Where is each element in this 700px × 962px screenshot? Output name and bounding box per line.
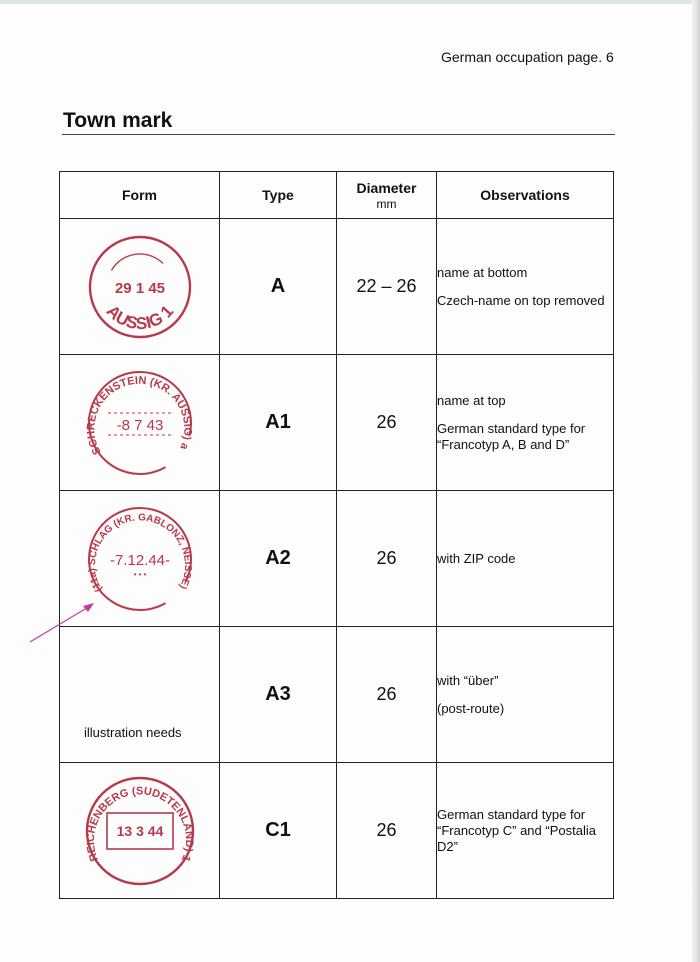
- form-cell: [60, 627, 220, 763]
- table-header-row: [60, 172, 614, 219]
- table-row: [60, 219, 614, 355]
- observation-text: German standard type for “Francotyp C” and “Postalia D2”: [437, 806, 596, 854]
- observation-text: German standard type for “Francotyp A, B and D”: [437, 420, 586, 452]
- pointer-arrow-icon: [28, 598, 98, 646]
- table-row: [60, 355, 614, 491]
- form-cell: [60, 219, 220, 355]
- illustration-needed-note: illustration needs: [84, 725, 182, 740]
- observations-cell: [437, 491, 614, 627]
- column-header-diameter: [337, 172, 437, 219]
- page-edge-shadow: [692, 0, 700, 962]
- diameter-cell: 26: [337, 355, 437, 491]
- stamp-date: 13 3 44: [116, 822, 163, 839]
- stamp-date: -7.12.44-: [109, 551, 170, 569]
- observation-text: name at top: [437, 392, 506, 408]
- postmark-stamp-icon: [84, 503, 196, 615]
- title-underline: [62, 134, 615, 135]
- stamp-dots: • • •: [133, 569, 146, 579]
- type-cell: A1: [220, 355, 337, 491]
- stamp-date: -8 7 43: [116, 416, 163, 434]
- page-title: Town mark: [63, 109, 173, 132]
- type-cell: A2: [220, 491, 337, 627]
- stamp-date: 29 1 45: [114, 279, 165, 297]
- page-edge: [0, 0, 700, 4]
- diameter-cell: 26: [337, 763, 437, 899]
- column-header-diameter-label: Diameter: [356, 179, 417, 196]
- page-header: German occupation page. 6: [441, 49, 614, 65]
- observation-text: name at bottom: [437, 264, 528, 280]
- town-mark-table: [59, 171, 614, 899]
- stamp-town-text: SCHRECKENSTEIN (KR. AUSSIG) a: [84, 374, 194, 457]
- observations-cell: [437, 355, 614, 491]
- postmark-stamp-icon: [82, 773, 198, 889]
- stamp-town-text: AUSSIG 1: [102, 300, 177, 333]
- observation-text: with ZIP code: [437, 550, 516, 566]
- postmark-stamp-icon: [84, 231, 196, 343]
- table-row: [60, 763, 614, 899]
- column-header-observations: Observations: [437, 172, 614, 219]
- diameter-cell: 26: [337, 491, 437, 627]
- observation-text: (post-route): [437, 700, 505, 716]
- table-row: [60, 491, 614, 627]
- column-header-type: Type: [220, 172, 337, 219]
- form-cell: [60, 763, 220, 899]
- stamp-town-text: REICHENBERG (SUDETENLAND) 1: [84, 784, 195, 863]
- type-cell: A: [220, 219, 337, 355]
- type-cell: C1: [220, 763, 337, 899]
- form-cell: [60, 355, 220, 491]
- diameter-cell: 26: [337, 627, 437, 763]
- column-header-diameter-unit: mm: [376, 196, 397, 211]
- stamp-town-text: (11a) SCHLAG (KR. GABLONZ, NEISSE): [86, 511, 193, 594]
- observation-text: with “über”: [437, 672, 499, 688]
- table-row: [60, 627, 614, 763]
- observations-cell: [437, 219, 614, 355]
- observations-cell: [437, 763, 614, 899]
- observations-cell: [437, 627, 614, 763]
- column-header-form: Form: [60, 172, 220, 219]
- postmark-stamp-icon: [84, 367, 196, 479]
- diameter-cell: 22 – 26: [337, 219, 437, 355]
- type-cell: A3: [220, 627, 337, 763]
- observation-text: Czech-name on top removed: [437, 292, 605, 308]
